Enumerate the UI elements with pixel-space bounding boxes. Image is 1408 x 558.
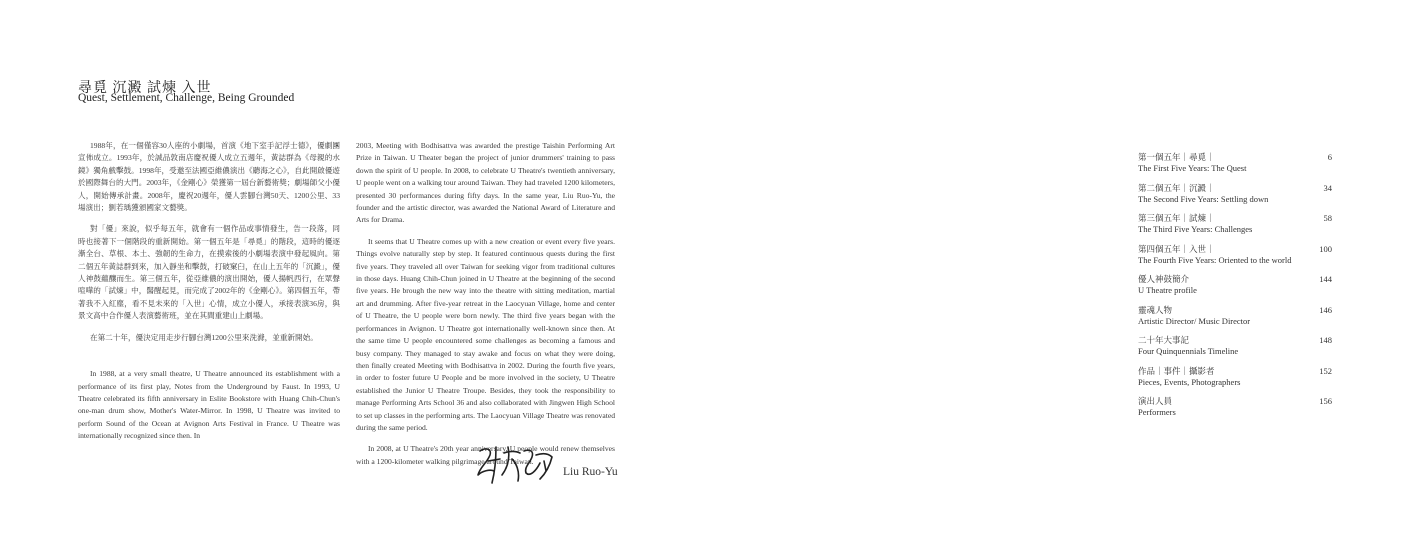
toc-item-chinese-title: 第二個五年｜沉澱｜ [1138, 182, 1215, 193]
essay-zh-paragraph: 在第二十年，優決定用走步行腳台灣1200公里來洗滌，並重新開始。 [90, 332, 318, 342]
toc-item-english-title: Artistic Director/ Music Director [1138, 315, 1251, 326]
page-title-english: Quest, Settlement, Challenge, Being Grounded [78, 92, 295, 104]
toc-item-english-title: Four Quinquennials Timeline [1138, 346, 1239, 356]
toc-item-english-title: Performers [1138, 407, 1176, 417]
table-of-contents [1138, 152, 1338, 427]
essay-zh-paragraph: 對「優」來說，似乎每五年，就會有一個作品或事情發生，告一段落，同時也接著下一個階段的重新開始。第一個五年是「尋覓」的階段，這時的優逐漸全台、草根、本土、強韌的生命力，在摸索後的小劇場表演中發起風向。第二個五年黃誌群到來，加入靜坐和擊鼓，打破窠臼，在山上五年的「沉澱」，優人神鼓蘊釀而生。第三個五年，從亞維儂的演出開始，優人揚帆西行，在眾聲喧嘩的「試煉」中，醫醒起見，而完成了2002年的《金剛心》。第四個五年，帶著我不入紅塵，看不見未來的「入世」心情，成立小優人，承接表演36房，與景文高中合作優人表演藝術班，並在其間重建山上劇場。 [78, 224, 340, 321]
toc-item-english-title: The First Five Years: The Quest [1138, 163, 1247, 173]
toc-item-english-title: The Third Five Years: Challenges [1138, 224, 1253, 234]
essay-en-paragraph: In 1988, at a very small theatre, U Theatre announced its establishment with a performance of its first play, Notes from the Underground by Faust. In 1993, U Theatre celebrated its fifth anniversary in Eslite Bookstore with Huang Chih-Chun's one-man drum show, Mother's Water-Mirror. In 1998, U Theatre was invited to perform Sound of the Ocean at Avignon Arts Festival in France. U Theatre was internationally recognized since then. In [78, 369, 340, 441]
essay-zh-paragraph: 1988年，在一個僅容30人座的小劇場，首演《地下室手記浮士德》，優劇團宣佈成立。1993年，於誠品敦南店慶祝優人成立五週年，黃誌群為《母親的水鏡》獨角戲擊鼓。1998年，受邀至法國亞維儂演出《聽海之心》，自此開啟優遊於國際舞台的大門。2003年，《金剛心》榮獲第一屆台新藝術獎；劇場師父小優人，開始傳承計畫。2008年，慶祝20週年，優人雲腳台灣50天、1200公里、33場演出；劉若瑀獲頒國家文藝獎。 [78, 141, 340, 213]
toc-item-page-number: 152 [1319, 365, 1332, 376]
toc-item-page-number: 58 [1323, 213, 1332, 223]
toc-item-page-number: 148 [1319, 335, 1332, 345]
signature-name: Liu Ruo-Yu [563, 466, 618, 478]
essay-en-paragraph: In 2008, at U Theatre's 20th year anniversary, U people would renew themselves with a 1200-kilometer walking pilgrimage around Taiwan. [356, 444, 615, 466]
essay-en-paragraph: It seems that U Theatre comes up with a new creation or event every five years. Things evolve naturally step by step. It featured continuous quests during the first five years. They traveled all over Taiwan for seeking vigor from traditional cultures in those days. Huang Chih-Chun joined in U Theatre at the beginning of the second five years. He brough the new way into the theatre with sitting meditation, martial art and drumming. After five-year retreat in the Laocyuan Village, home and center of U Theatre, the U people were born newly. The third five years began with the performances in Avignon. U Theatre got internationally well-known since then. At the same time U people encountered some challenges as becoming a famous and busy company. They managed to stay awake and focus on what they were doing, then finally created Meeting with Bodhisattva in 2002. During the fourth five years, in order to foster future U People and be more involved in the society, U Theatre established the Junior U Theatre Troupe. Besides, they took the responsibility to manage Performing Arts School 36 and also collaborated with Jingwen High School to set up classes in the performing arts. The Laocyuan Village Theatre was renovated during the same period. [356, 236, 615, 432]
toc-item[interactable] [1138, 335, 1338, 366]
toc-item-chinese-title: 優人神鼓簡介 [1138, 274, 1190, 284]
essay-column-left [78, 140, 340, 452]
handwritten-signature [474, 441, 556, 491]
essay-column-right [356, 140, 615, 477]
toc-item[interactable] [1138, 366, 1338, 397]
toc-item[interactable] [1138, 274, 1338, 305]
toc-item-page-number: 144 [1319, 274, 1332, 284]
toc-item-chinese-title: 靈魂人物 [1138, 304, 1173, 315]
toc-item-chinese-title: 第三個五年｜試煉｜ [1138, 213, 1215, 223]
toc-item-page-number: 100 [1319, 243, 1332, 254]
toc-item[interactable] [1138, 244, 1338, 275]
page-title-chinese: 尋覓 沉澱 試煉 入世 [78, 81, 212, 96]
toc-item-chinese-title: 第一個五年｜尋覓｜ [1138, 152, 1215, 162]
toc-item-english-title: Pieces, Events, Photographers [1138, 376, 1241, 387]
toc-item-chinese-title: 作品｜事件｜攝影者 [1138, 365, 1215, 376]
toc-item-english-title: The Fourth Five Years: Oriented to the world [1138, 254, 1292, 265]
toc-item-page-number: 146 [1319, 304, 1332, 315]
toc-item-page-number: 6 [1327, 152, 1332, 162]
toc-item-english-title: U Theatre profile [1138, 285, 1197, 295]
toc-item-chinese-title: 演出人員 [1138, 396, 1173, 406]
toc-item[interactable] [1138, 396, 1338, 427]
toc-item-chinese-title: 第四個五年｜入世｜ [1138, 243, 1215, 254]
toc-item-chinese-title: 二十年大事記 [1138, 335, 1190, 345]
toc-item-english-title: The Second Five Years: Settling down [1138, 193, 1269, 204]
essay-en-paragraph: 2003, Meeting with Bodhisattva was awarded the prestige Taishin Performing Art Prize in Taiwan. U Theater began the project of junior drummers' training to pass down the spirit of U people. In 2008, to celebrate U Theatre's twentieth anniversary, U people went on a walking tour around Taiwan. They had traveled 1200 kilometers, presented 30 performances during fifty days. In the same year, Liu Ruo-Yu, the founder and the artistic director, was awarded the National Award of Literature and Arts for Drama. [356, 141, 615, 225]
toc-item[interactable] [1138, 305, 1338, 336]
toc-item-page-number: 156 [1319, 396, 1332, 406]
toc-item[interactable] [1138, 213, 1338, 244]
toc-item[interactable] [1138, 152, 1338, 183]
toc-item-page-number: 34 [1323, 182, 1332, 193]
toc-item[interactable] [1138, 183, 1338, 214]
